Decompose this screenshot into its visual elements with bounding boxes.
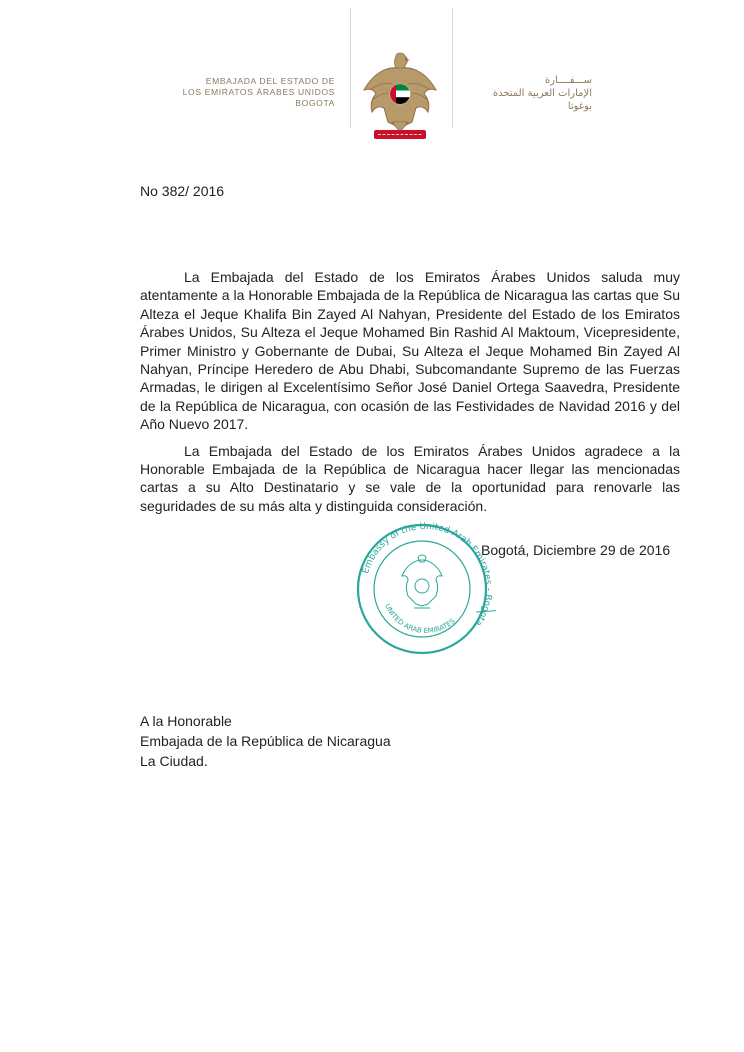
letterhead-line-3: BOGOTA (295, 98, 335, 108)
uae-falcon-emblem-icon (360, 50, 440, 142)
letterhead-arabic-line-2: الإمارات العربية المتحدة (492, 88, 592, 99)
embassy-stamp-icon (356, 520, 496, 658)
letterhead-spanish (160, 76, 335, 109)
letterhead-arabic-line-3: بوغوتا (567, 101, 592, 112)
letter-body (140, 268, 680, 523)
body-paragraph-2: La Embajada del Estado de los Emiratos Árabes Unidos agradece a la Honorable Embajada de la República de Nicaragua hacer llegar las mencionadas cartas a su Alto Destinatario y se vale de la oportunidad para renovarle las seguridades de su más alta y distinguida consideración. (140, 442, 680, 514)
letterhead-divider-left (350, 8, 351, 128)
letterhead-divider-right (452, 8, 453, 128)
date-line: Bogotá, Diciembre 29 de 2016 (481, 542, 671, 558)
reference-number: No 382/ 2016 (140, 183, 225, 199)
letterhead-line-1: EMBAJADA DEL ESTADO DE (205, 76, 335, 86)
letterhead-arabic-line-1: ســـفــــارة (544, 75, 592, 86)
addressee-line-3: La Ciudad. (140, 753, 208, 769)
letterhead-line-2: LOS EMIRATOS ÁRABES UNIDOS (182, 87, 335, 97)
addressee-line-2: Embajada de la República de Nicaragua (140, 733, 391, 749)
stamp-outer-text: Embassy of the United Arab Emirates - Bogota (361, 521, 494, 628)
addressee-block (140, 711, 391, 771)
letterhead-arabic (462, 74, 592, 113)
addressee-line-1: A la Honorable (140, 713, 232, 729)
body-paragraph-1: La Embajada del Estado de los Emiratos Árabes Unidos saluda muy atentamente a la Honorable Embajada de la República de Nicaragua las cartas que Su Alteza el Jeque Khalifa Bin Zayed Al Nahyan, Presidente del Estado de los Emiratos Árabes Unidos, Su Alteza el Jeque Mohamed Bin Rashid Al Maktoum, Vicepresidente, Primer Ministro y Gobernante de Dubai, Su Alteza el Jeque Mohamed Bin Zayed Al Nahyan, Príncipe Heredero de Abu Dhabi, Subcomandante Supremo de las Fuerzas Armadas, le dirigen al Excelentísimo Señor José Daniel Ortega Saavedra, Presidente de la República de Nicaragua, con ocasión de las Festividades de Navidad 2016 y del Año Nuevo 2017. (140, 269, 680, 433)
stamp-inner-text: UNITED ARAB EMIRATES (383, 602, 457, 636)
